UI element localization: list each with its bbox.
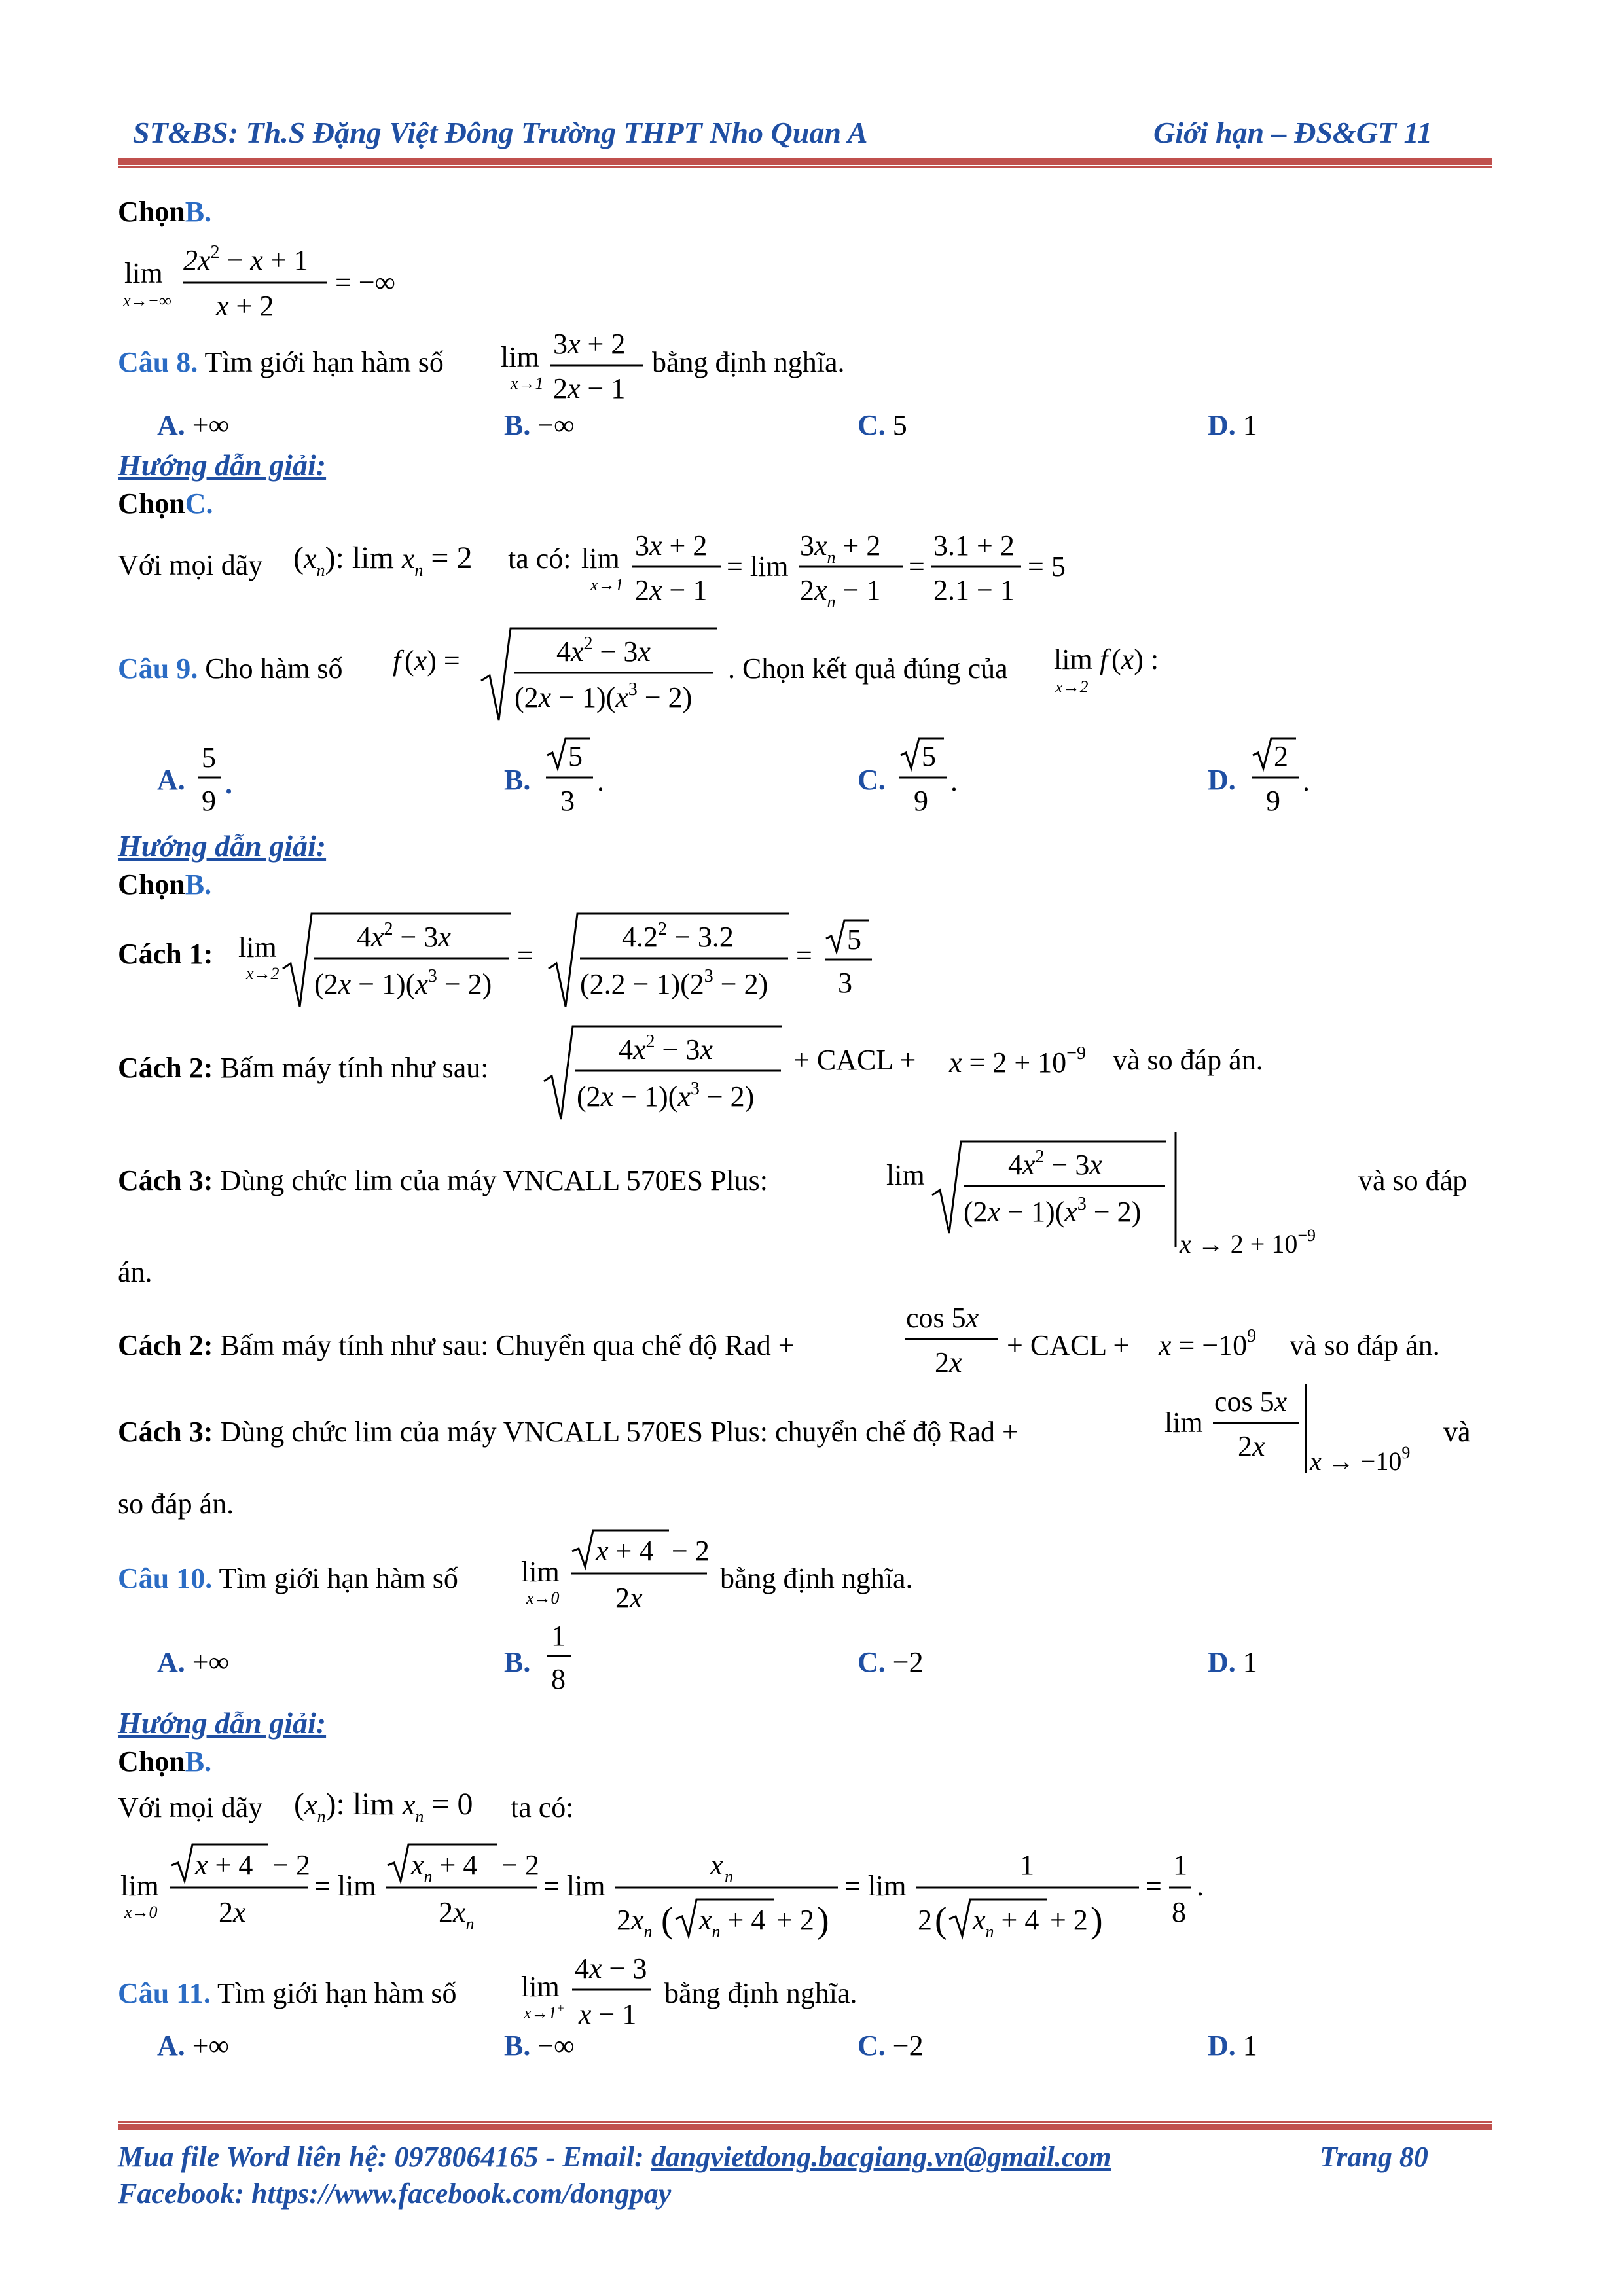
svg-text:4x2 − 3x: $4x^2 - 3x$ [1008,1147,1102,1181]
svg-text:f: f [1100,643,1108,675]
svg-text:(x) =: (x) = [405,645,460,677]
svg-text:3: 3 [560,785,575,817]
svg-text:): ) [1091,1900,1103,1941]
svg-text:(xn): lim xn = 2: $(x_n)$: $\lim x_n = 2$ [293,541,473,580]
svg-text:(: ( [661,1900,674,1941]
svg-text:f: f [393,645,401,677]
q9-method1-formula [236,897,890,1014]
q9-method2b: Cách 2: Bấm máy tính như sau: Chuyển qua chế độ Rad + [118,1329,795,1361]
svg-text:x → 2 + 10−9: $x \to 2 + 10^{-9}$ [1180,1226,1316,1259]
q8-option-c: C. 5 [857,409,907,441]
svg-text:.: . [225,768,232,800]
q11-formula [517,1944,668,2042]
q9-method3b-tail: và [1443,1416,1471,1448]
svg-text:=: = [796,939,812,971]
svg-text:3x + 2: 3x + 2 [635,529,708,562]
q8-formula [497,321,648,412]
svg-text:x→0: x→0 [124,1903,158,1922]
q9-limit-target [1047,634,1191,706]
svg-text:=: = [909,550,925,583]
svg-text:3x + 2: 3x + 2 [553,328,626,360]
formula-block1 [118,236,458,327]
q9-method3-formula [884,1119,1342,1263]
svg-text:(2x − 1)(x3 − 2): $(2x - 1)(x^3 - 2)$ [314,966,492,1000]
svg-text:2xn: $2x_n$ [617,1904,653,1941]
q9-guide-heading: Hướng dẫn giải: [118,829,327,863]
svg-text:= 5: = 5 [1028,550,1066,583]
svg-text:x − 1: x − 1 [579,1998,637,2030]
footer-contact: Mua file Word liên hệ: 0978064165 - Email: dangvietdong.bacgiang.vn@gmail.com [118,2141,1111,2173]
q10-option-c: C. −2 [857,1646,924,1678]
svg-text:2x: 2x [219,1896,246,1928]
footer-facebook-link[interactable]: Facebook: https://www.facebook.com/dongpay [118,2178,672,2210]
svg-text:8: 8 [1172,1896,1186,1928]
q9-method2: Cách 2: Bấm máy tính như sau: [118,1052,489,1084]
q9-option-c-value [897,733,969,825]
q10-tail: bằng định nghĩa. [720,1562,913,1594]
svg-text:4x2 − 3x: $4x^2 - 3x$ [619,1031,713,1066]
svg-text:5: 5 [847,924,861,956]
svg-text:x → −109: $x \to -10^9$ [1310,1443,1411,1476]
svg-text:+ 2: + 2 [1050,1904,1088,1936]
q11-option-c: C. −2 [857,2030,924,2062]
q10-guide-heading: Hướng dẫn giải: [118,1706,327,1740]
svg-text:lim: lim [581,543,620,575]
svg-text:− 2: − 2 [272,1849,310,1881]
q9-method2-end: và so đáp án. [1113,1044,1263,1076]
q9-method3b: Cách 3: Dùng chức lim của máy VNCALL 570ES Plus: chuyển chế độ Rad + [118,1416,1019,1448]
svg-text:xn + 4: $x_n + 4$ [411,1849,478,1886]
svg-text:(2x − 1)(x3 − 2): $(2x - 1)(x^3 - 2)$ [964,1194,1142,1228]
svg-text:x: x [710,1849,723,1881]
svg-text:lim: lim [521,1971,560,2003]
svg-text:(2x − 1)(x3 − 2): $(2x - 1)(x^3 - 2)$ [514,679,693,713]
q9-option-a: A. [157,764,185,796]
svg-text:2x − 1: 2x − 1 [553,372,626,404]
svg-text:x = −109: $x = -10^9$ [1159,1326,1257,1361]
svg-text:5: 5 [568,740,583,772]
svg-text:1: 1 [551,1620,566,1652]
svg-text:= lim: = lim [543,1870,605,1902]
footer-rule [118,2124,1492,2130]
svg-text:x = 2 + 10−9: $x = 2 + 10^{-9}$ [949,1043,1086,1079]
svg-text:1: 1 [1020,1849,1034,1881]
svg-text:(: ( [935,1900,947,1941]
svg-text:2xn: $2x_n$ [439,1896,475,1933]
q9-option-a-value [194,738,246,823]
svg-text:− 2: − 2 [501,1849,539,1881]
svg-text:lim: lim [1054,643,1092,675]
svg-text:+ 2: + 2 [776,1904,814,1936]
q9-method2b-input [1156,1316,1287,1368]
svg-text:3: 3 [838,967,852,999]
q8-option-b: B. −∞ [504,409,575,441]
svg-text:(xn): lim xn = 0: $(x_n)$: $\lim x_n = 0$ [294,1787,473,1826]
q9-method2-tail: + CACL + [793,1044,916,1076]
svg-text:lim: lim [501,341,539,373]
q8-tail: bằng định nghĩa. [652,346,845,378]
svg-text:5: 5 [922,740,936,772]
q9-method3-end: án. [118,1256,153,1288]
q10-solution-formula [118,1833,1231,1950]
q9-option-d-value [1249,733,1321,825]
svg-text:.: . [1197,1870,1204,1902]
svg-text:x + 4: x + 4 [195,1849,253,1881]
svg-text:x→0: x→0 [526,1588,560,1607]
footer-email-link[interactable]: dangvietdong.bacgiang.vn@gmail.com [651,2141,1111,2173]
svg-text:xn + 4: $x_n + 4$ [699,1904,766,1941]
svg-text:9: 9 [202,785,216,817]
q9-method1-label: Cách 1: [118,938,213,970]
footer-page-number: Trang 80 [1320,2141,1428,2173]
q8-option-d: D. 1 [1208,409,1257,441]
svg-text:.: . [1303,765,1310,797]
svg-text:(x) :: (x) : [1111,643,1159,675]
svg-text:2x: 2x [1238,1430,1265,1462]
svg-text:9: 9 [1266,785,1280,817]
q10-solution-prefix: Với mọi dãy [118,1791,263,1823]
svg-text:lim: lim [886,1159,925,1191]
q10-option-b: B. [504,1646,531,1678]
q9-method2b-formula [902,1296,1007,1388]
q8-solution-prefix: Với mọi dãy [118,549,263,581]
q9-method2-formula [540,1008,789,1126]
q10-formula [517,1522,713,1627]
svg-text:4x2 − 3x: $4x^2 - 3x$ [357,919,451,953]
q10-option-b-value [543,1617,583,1702]
svg-text:4.22 − 3.2: $4.2^2 - 3.2$ [622,919,734,953]
q9-function [386,615,727,726]
q11-stem: Câu 11. Tìm giới hạn hàm số [118,1977,457,2009]
q9-method3-tail: và so đáp [1358,1164,1468,1196]
header-right: Giới hạn – ĐS&GT 11 [1153,116,1432,149]
q9-method3b-formula [1162,1374,1437,1486]
q9-method2-input [947,1034,1117,1086]
svg-text:2: 2 [1274,740,1288,772]
q10-stem: Câu 10. Tìm giới hạn hàm số [118,1562,458,1594]
svg-text:lim: lim [1164,1407,1203,1439]
svg-text:2x: 2x [935,1346,962,1378]
svg-text:(2x − 1)(x3 − 2): $(2x - 1)(x^3 - 2)$ [577,1079,755,1113]
q9-method3b-end: so đáp án. [118,1488,234,1520]
svg-text:cos 5x: cos 5x [1214,1386,1288,1418]
q11-option-d: D. 1 [1208,2030,1257,2062]
q8-choose-line: ChọnC. [118,488,213,520]
q10-solution-mid: ta có: [511,1791,574,1823]
svg-text:2x2 − x + 1: $2x^2 - x + 1$ [183,242,308,276]
svg-text:x→−∞: x→−∞ [123,291,171,310]
q10-option-d: D. 1 [1208,1646,1257,1678]
svg-text:=: = [1146,1870,1162,1902]
svg-text:): ) [817,1900,829,1941]
svg-text:x→1+: x→1+ [524,2001,565,2022]
q11-option-b: B. −∞ [504,2030,575,2062]
svg-text:x→1: x→1 [590,575,624,594]
svg-text:1: 1 [1173,1849,1187,1881]
q8-stem: Câu 8. Tìm giới hạn hàm số [118,346,444,378]
header-left: ST&BS: Th.S Đặng Việt Đông Trường THPT Nho Quan A [133,116,868,149]
svg-text:x→2: x→2 [246,964,280,983]
q10-option-a: A. +∞ [157,1646,229,1678]
svg-text:x + 2: x + 2 [216,290,274,322]
svg-text:.: . [950,765,958,797]
q11-option-a: A. +∞ [157,2030,229,2062]
svg-text:2xn − 1: $2x_n - 1$ [800,574,881,611]
svg-text:= −∞: = −∞ [335,266,395,298]
svg-text:2.1 − 1: 2.1 − 1 [933,574,1015,606]
choose-line: ChọnB. [118,196,212,228]
q9-option-d: D. [1208,764,1236,796]
svg-text:cos 5x: cos 5x [906,1302,979,1334]
q9-tail: . Chọn kết quả đúng của [728,653,1008,685]
header-rule-thin [118,166,1492,168]
svg-text:4x2 − 3x: $4x^2 - 3x$ [556,634,651,668]
footer-rule-thin [118,2121,1492,2123]
q10-solution-sequence [291,1774,658,1833]
svg-text:x→1: x→1 [511,374,544,393]
svg-text:ta có:: ta có: [508,543,571,575]
svg-text:2: 2 [918,1904,932,1936]
q9-choose-line: ChọnB. [118,869,212,901]
svg-text:lim: lim [521,1556,560,1588]
svg-text:= lim: = lim [844,1870,907,1902]
q9-method2b-tail: + CACL + [1007,1329,1130,1361]
q8-option-a: A. +∞ [157,409,229,441]
header-rule [118,158,1492,165]
q9-option-c: C. [857,764,886,796]
svg-text:3xn + 2: $3x_n + 2$ [800,529,881,567]
q9-method3: Cách 3: Dùng chức lim của máy VNCALL 570ES Plus: [118,1164,768,1196]
svg-text:=: = [517,939,533,971]
svg-text:2x: 2x [615,1582,643,1614]
svg-text:.: . [597,765,604,797]
svg-text:= lim: = lim [314,1870,376,1902]
q10-choose-line: ChọnB. [118,1746,212,1778]
svg-text:x→2: x→2 [1055,677,1089,696]
q11-tail: bằng định nghĩa. [664,1977,857,2009]
svg-text:− 2: − 2 [672,1535,710,1567]
q9-option-b-value [543,733,615,825]
svg-text:lim: lim [124,257,163,289]
svg-text:2x − 1: 2x − 1 [635,574,708,606]
q9-option-b: B. [504,764,531,796]
svg-text:xn + 4: $x_n + 4$ [973,1904,1039,1941]
q8-solution-formula [288,517,1106,615]
q8-guide-heading: Hướng dẫn giải: [118,448,327,482]
svg-text:(2.2 − 1)(23 − 2): $(2.2 - 1)(2^3 - 2)$ [580,966,768,1000]
svg-text:8: 8 [551,1663,566,1695]
svg-text:lim: lim [238,931,277,963]
svg-text:5: 5 [202,742,216,774]
q9-stem: Câu 9. Cho hàm số [118,653,343,685]
q9-method2b-end: và so đáp án. [1290,1329,1440,1361]
svg-text:= lim: = lim [727,550,789,583]
svg-text:9: 9 [914,785,928,817]
svg-text:x + 4: x + 4 [596,1535,654,1567]
svg-text:n: n [725,1867,733,1886]
svg-text:lim: lim [120,1870,159,1902]
svg-text:3.1 + 2: 3.1 + 2 [933,529,1015,562]
svg-text:4x − 3: 4x − 3 [575,1952,647,1984]
